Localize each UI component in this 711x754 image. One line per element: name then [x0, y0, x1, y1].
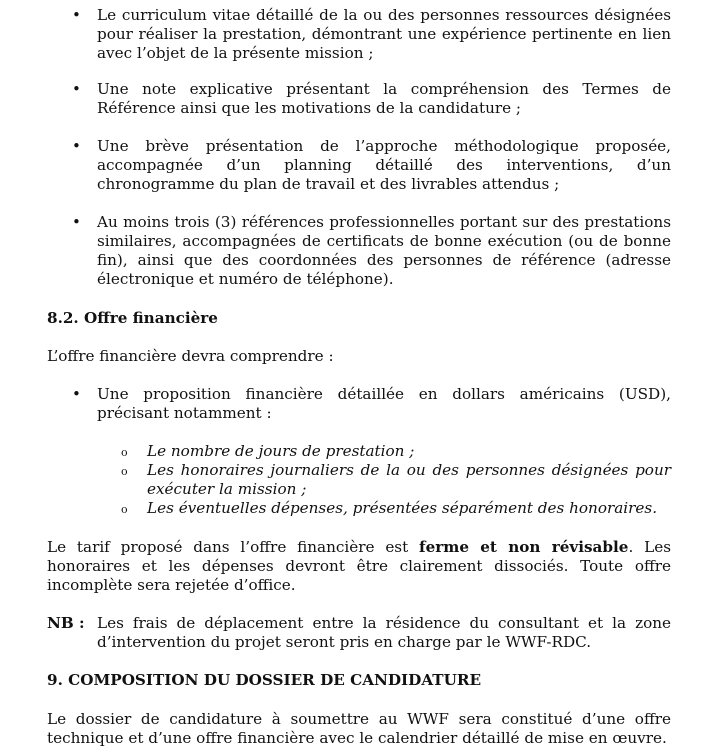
bullet-dot: • — [72, 80, 81, 98]
bullet-dot: • — [72, 213, 81, 231]
sub-bullet-circle: o — [121, 465, 128, 478]
bullet-dot: • — [72, 385, 81, 403]
tarif-text-after: . Les honoraires et les dépenses devront être clairement dissociés. Toute offre incomplète sera rejetée d’office. — [47, 538, 671, 594]
nb-text: Les frais de déplacement entre la résidence du consultant et la zone d’intervention du projet seront pris en charge par le WWF-RDC. — [97, 614, 671, 651]
tarif-text-bold: ferme et non révisable — [419, 538, 629, 556]
sub-item-honoraires: Les honoraires journaliers de la ou des personnes désignées pour exécuter la mission ; — [147, 461, 671, 498]
bullet-item-cv: Le curriculum vitae détaillé de la ou des personnes ressources désignées pour réaliser la prestation, démontrant une expérience pertinente en lien avec l’objet de la présente mission ; — [97, 6, 671, 62]
section-heading-composition: 9. COMPOSITION DU DOSSIER DE CANDIDATURE — [47, 671, 482, 689]
bullet-item-references: Au moins trois (3) références professionnelles portant sur des prestations similaires, accompagnées de certificats de bonne exécution (ou de bonne fin), ainsi que des coordonnées des personnes de référence (adresse électronique et numéro de téléphone). — [97, 213, 671, 288]
nb-label: NB : — [47, 614, 85, 632]
tarif-paragraph — [47, 538, 671, 595]
sub-item-depenses: Les éventuelles dépenses, présentées séparément des honoraires. — [147, 499, 658, 517]
tarif-text-before: Le tarif proposé dans l’offre financière est — [47, 538, 420, 556]
offre-financiere-intro: L’offre financière devra comprendre : — [47, 347, 334, 365]
sub-bullet-circle: o — [121, 503, 128, 516]
bullet-item-proposition: Une proposition financière détaillée en dollars américains (USD), précisant notamment : — [97, 385, 671, 422]
sub-item-jours: Le nombre de jours de prestation ; — [147, 442, 415, 460]
bullet-item-note: Une note explicative présentant la compréhension des Termes de Référence ainsi que les motivations de la candidature ; — [97, 80, 671, 117]
sub-bullet-circle: o — [121, 446, 128, 459]
composition-paragraph: Le dossier de candidature à soumettre au WWF sera constitué d’une offre technique et d’une offre financière avec le calendrier détaillé de mise en œuvre. — [47, 710, 671, 747]
bullet-dot: • — [72, 137, 81, 155]
bullet-dot: • — [72, 6, 81, 24]
section-heading-offre-financiere: 8.2. Offre financière — [47, 309, 218, 327]
bullet-item-approche: Une brève présentation de l’approche méthodologique proposée, accompagnée d’un planning détaillé des interventions, d’un chronogramme du plan de travail et des livrables attendus ; — [97, 137, 671, 193]
